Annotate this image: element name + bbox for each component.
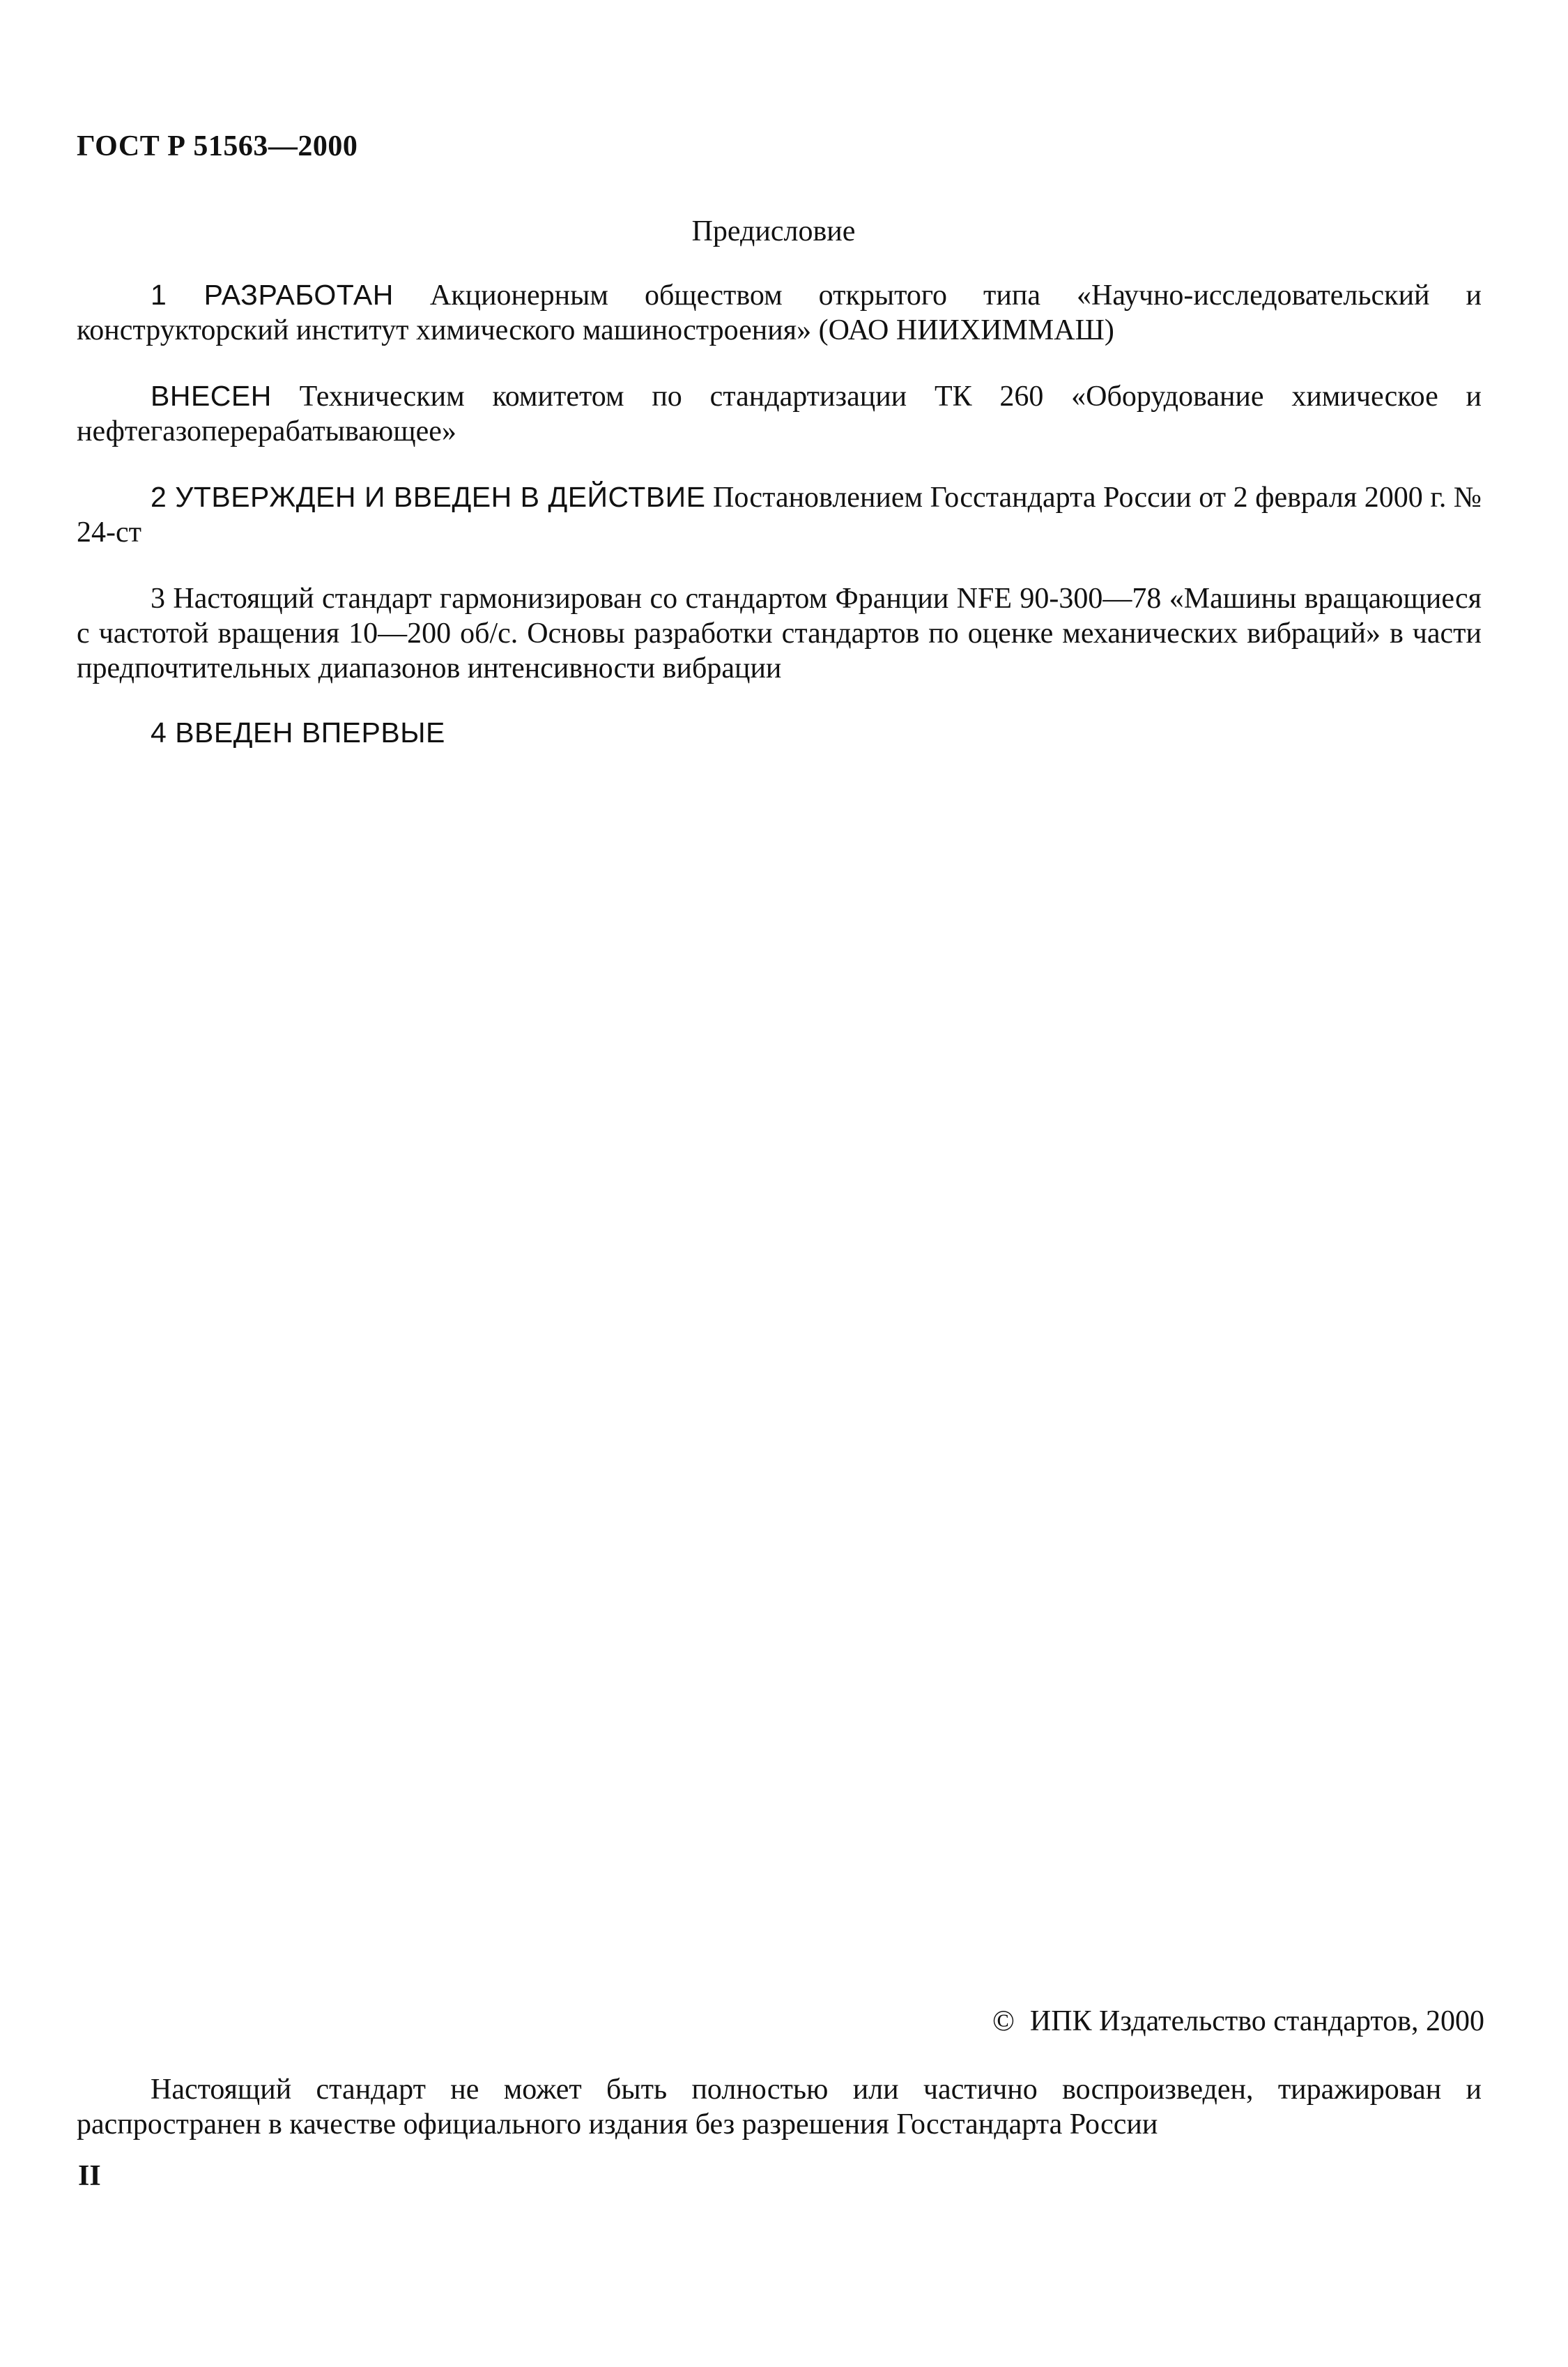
paragraph-text: 3 Настоящий стандарт гармонизирован со стандартом Франции NFE 90-300—78 «Машины вращающиеся с частотой вращения 10—200 об/с. Основы разработки стандартов по оценке механических вибраций» в части предпочтительных диапазонов интенсивности вибрации: [77, 583, 1482, 684]
paragraph-first-introduced: [77, 715, 1482, 751]
paragraph-lead: 2 УТВЕРЖДЕН И ВВЕДЕН В ДЕЙСТВИЕ: [151, 481, 706, 513]
paragraph-lead: 4 ВВЕДЕН ВПЕРВЫЕ: [151, 717, 445, 749]
paragraph-text: Акционерным обществом открытого типа «Научно-исследовательский и конструкторский институт химического машиностроения» (ОАО НИИХИММАШ): [77, 279, 1482, 346]
reproduction-notice: Настоящий стандарт не может быть полностью или частично воспроизведен, тиражирован и распространен в качестве официального издания без разрешения Госстандарта России: [77, 2074, 1482, 2140]
paragraph-text: Постановлением Госстандарта России от 2 февраля 2000 г. № 24-ст: [77, 482, 1482, 549]
section-title: Предисловие: [691, 215, 856, 247]
paragraph-approved: [77, 480, 1482, 550]
paragraph-introduced-by: [77, 378, 1482, 449]
paragraph-developed-by: [77, 277, 1482, 348]
copyright-icon: ©: [992, 2005, 1015, 2037]
copyright-line: [992, 2005, 1484, 2038]
paragraph-lead: ВНЕСЕН: [151, 380, 272, 412]
paragraph-text: Техническим комитетом по стандартизации ТК 260 «Оборудование химическое и нефтегазоперерабатывающее»: [77, 381, 1482, 447]
page-number: II: [78, 2160, 101, 2192]
document-code: ГОСТ Р 51563—2000: [77, 130, 358, 162]
paragraph-harmonized: [77, 581, 1482, 686]
paragraph-lead: 1 РАЗРАБОТАН: [151, 279, 394, 311]
copyright-text: ИПК Издательство стандартов, 2000: [1029, 2005, 1484, 2037]
